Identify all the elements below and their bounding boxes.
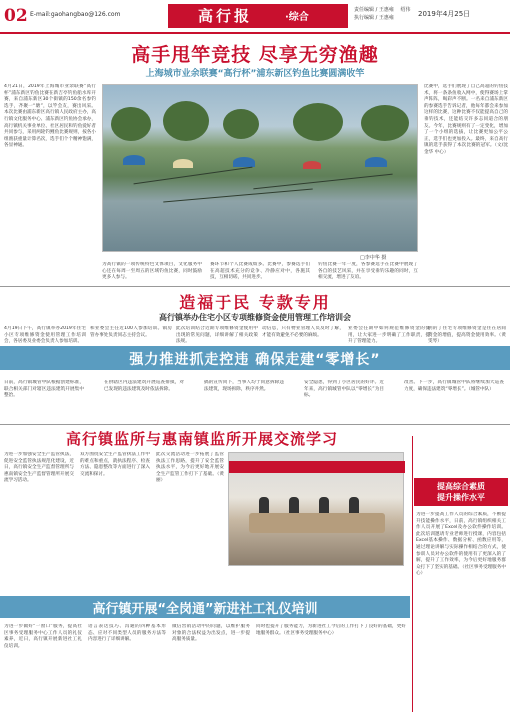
article3-column: 搞的宣传同下，当事人均于同意拆除违法建筑，现场拆除，秩序井然。	[204, 380, 284, 392]
divider	[0, 424, 510, 425]
sidebar-body: 为进一步提高工作人员的综合素质，不断提升技能操作水平，日前，高行镇组织相关工作人员开展了Excel及办公软件操作培训。此次培训邀请专业老师进行授课，内容包括Excel基本操作、数据分析、函数应用等，通过理论讲解与实际操作相结合的方式，使参训人员对办公软件的使用有了更深入的了解，提升了工作效率，为今后更好地服务群众打下了坚实的基础。（社区事务受理服务中心）	[416, 512, 506, 577]
article2-column: 动信息，只有物业管理人员及时了解，才能有效避免不必要的麻烦。	[262, 326, 344, 338]
article4-column: 为进一步加强安全生产监管执法，促进安全监管执法规范化建设，近日，高行镇安全生产监督管理所与惠南镇安全生产监督管理所开展交流学习活动。	[4, 452, 74, 484]
article1-headline: 高手甩竿竞技 尽享无穷渔趣	[131, 44, 379, 66]
article4-column: 此次交流活动进一步拓展了监管执法工作思路，提升了安全监管执法水平，为今后更好地开展安全生产监管工作打下了基础。（黄丽）	[156, 452, 224, 484]
article3-column: 日前，高行镇城管中队根据创建标准，联合相关部门对辖区违法建筑开展集中整治。	[4, 380, 84, 399]
editor-line: 责任编辑 / 王惠雍 绍伟	[354, 7, 411, 13]
article2-column: 4月19日下午，高行镇举办2019年住宅小区专项维修资金使用管理工作培训会，各居委及业委会负责人参加培训。	[4, 326, 86, 345]
sidebar-headline: 提高综合素质 提升操作水平	[437, 482, 485, 502]
divider	[0, 286, 510, 287]
article3-column: 在供辖区内违法建筑开展巡查排摸，对已发现的违法建筑及时依法拆除。	[104, 380, 184, 392]
article1-photo	[102, 84, 418, 252]
article4-column: 双方围绕安全生产监管执法工作中的难点和重点，就执法程序、检查方法、隐患整改等方面进行了深入交流和探讨。	[80, 452, 150, 477]
article3-column: 改善。下一步，高行镇城管中队将继续加大巡查力度，确保违法建筑“零增长”。（城管中队）	[404, 380, 504, 392]
editor-line: 执行编辑 / 王惠雍	[354, 15, 394, 21]
article5-headline: 高行镇开展“全岗通”新进社工礼仪培训	[92, 602, 318, 617]
article2-headline: 造福于民 专款专用	[179, 293, 331, 312]
article4-headline: 高行镇监所与惠南镇监所开展交流学习	[65, 430, 338, 448]
article5-column: 为进一步做好“一窗口”服务，提高社区事务受理服务中心工作人员的礼仪素养，近日，高行镇开展新进社工礼仪培训。	[4, 624, 82, 649]
article2-column: 此次培训结合近期专项维修资金使用中出现的常见问题，详细讲解了相关政策法规。	[176, 326, 258, 345]
article1-column: 4月21日，2019年上海城市业余联赛“高行杯”浦东新区钓鱼比赛在新吉亭钓鱼船水库开赛，来自浦东新区30个街镇的150余名参钓选手，齐聚一“塘”，以竿会友，赛出风采。本次比赛由浦东新区高行镇人民政府主办，高行镇文化服务中心、浦东新区钓鱼协会承办，高行镇机关事业单位、社区居民和钓鱼爱好者共同参与，采用两轮钓鲤鱼比赛规则，按各小组渔获重量计算名次，选手们个个精神饱满，各显神通。	[4, 84, 96, 149]
photo-caption: □李中华 摄	[360, 255, 387, 261]
article1-column: 钓鱼比赛一年一度，各参赛选手在比赛中展现了各自的技艺风采，并在享受垂钓乐趣的同时，互相交流，增进了友谊。	[318, 262, 418, 281]
article2-column: 和业委会主任近100人参加培训。镇房管办事处负责同志主持会议。	[90, 326, 172, 338]
article4-photo	[228, 452, 404, 566]
header-email: E-mail:gaohangbao@126.com	[30, 11, 121, 18]
editor-credits	[354, 6, 410, 22]
masthead-logo: 高行报	[197, 7, 252, 25]
page-number: 02	[4, 6, 28, 26]
article2-column: 阴的了住宅专项维修资金是住在居间资金的增值，提高资金使用效率。（黄雯琴）	[428, 326, 506, 345]
article1-column: 赛环节和个人比赛成绩多。比赛中，参赛选手们在高超技术充分的竞争、冷静应对中，各施其技，互相切磋，共同进步。	[210, 262, 310, 281]
section-name: ·综合	[285, 12, 309, 23]
article3-column: 安全隐患，得到了小区居民的好评。近年来，高行镇城管中队以“零增长”为目标。	[304, 380, 384, 399]
article5-column: 微信营销活动中的问题，以维护服务对象的合法权益为出发点，进一步提高服务质量。	[172, 624, 250, 643]
article1-column: 为高行镇的一项传统特色文体项目，文化服务中心还在每周一至周五的区域钓鱼比赛，同时鼓励更多人参与。	[102, 262, 202, 281]
article1-column: 比赛中，选手们展现了自己高超的钓鱼技术，将一条条鱼收入网中，使得赛场上掌声阵阵，喝彩声不断。一名来自浦东新区的参赛选手告诉记者，他每年都会来参加这样的比赛，这种比赛不仅能提高自己的垂钓技术，还能结交许多志同道合的朋友。今年，比赛规则有了一定变化，增加了一个小组的选拔，让比赛更加公平公正，选手们也更加投入。最终，来自高行镇的选手获得了本次比赛的冠军。（文/沈金华 中心）	[424, 84, 508, 155]
article5-column: 语言表达技巧、沟通的四种基本形态、应对不同类型人员的服务方法等内容进行了详细讲解。	[88, 624, 166, 643]
meeting-banner	[229, 461, 405, 473]
article1-subtitle: 上海城市业余联赛“高行杯”浦东新区钓鱼比赛圆满收竿	[145, 69, 365, 79]
article3-headline: 强力推进抓走控违 确保走建“零增长”	[129, 352, 381, 368]
article2-column: 业委会任期中如何规范维修资金的使用，让大家进一步明确了工作职责，提升了管理能力。	[348, 326, 430, 345]
article5-column: 同时也提升了服务能力，为新进社工今后的工作打下了良好的基础，更好地服务群众。（社区事务受理服务中心）	[256, 624, 406, 636]
issue-date: 2019年4月25日	[418, 10, 471, 18]
article2-subtitle: 高行镇举办住宅小区专项维修资金使用管理工作培训会	[159, 313, 351, 322]
